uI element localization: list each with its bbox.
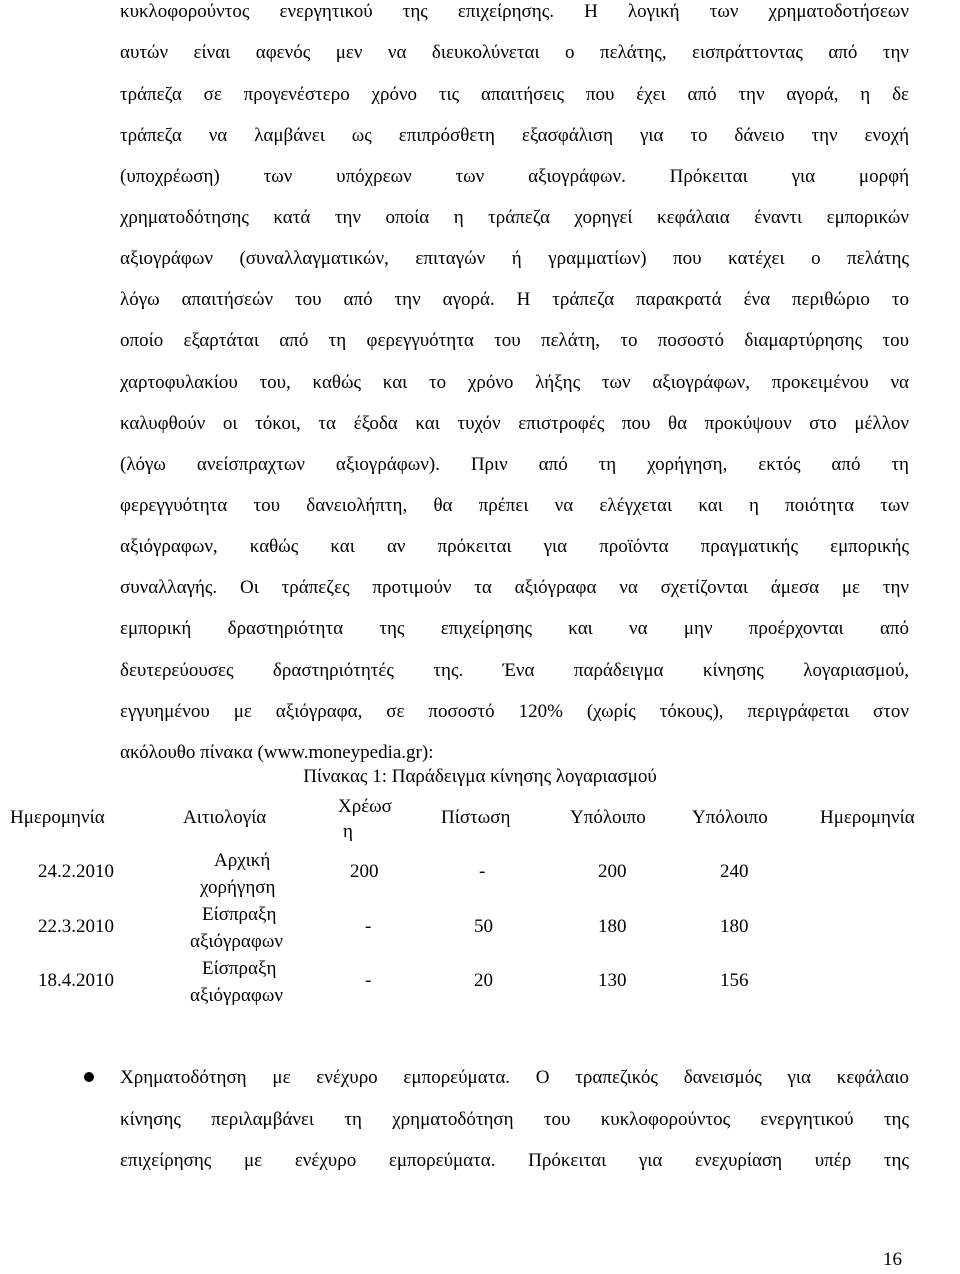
row-balance: 130 (598, 970, 627, 991)
paragraph-line: (λόγω ανείσπραχτων αξιογράφων). Πριν από τη χορήγηση, εκτός από τη (120, 454, 909, 475)
header-balance: Υπόλοιπο (570, 807, 646, 828)
paragraph-line: ακόλουθο πίνακα (www.moneypedia.gr): (120, 742, 434, 763)
paragraph-line: επιχείρησης με ενέχυρο εμπορεύματα. Πρόκειται για ενεχυρίαση υπέρ της (120, 1150, 909, 1171)
row-credit: - (479, 861, 486, 882)
paragraph-line: χρηματοδότησης κατά την οποία η τράπεζα χορηγεί κεφάλαια έναντι εμπορικών (120, 207, 909, 228)
row-reason: Είσπραξη (202, 904, 277, 925)
row-date: 22.3.2010 (38, 916, 114, 937)
table-caption: Πίνακας 1: Παράδειγμα κίνησης λογαριασμού (303, 766, 657, 787)
paragraph-line: αυτών είναι αφενός μεν να διευκολύνεται ο πελάτης, εισπράττοντας από την (120, 42, 909, 63)
row-credit: 20 (474, 970, 493, 991)
row-date: 18.4.2010 (38, 970, 114, 991)
paragraph-line: οποίο εξαρτάται από τη φερεγγυότητα του πελάτη, το ποσοστό διαμαρτύρησης του (120, 330, 909, 351)
row-credit: 50 (474, 916, 493, 937)
header-reason: Αιτιολογία (183, 807, 267, 828)
paragraph-line: καλυφθούν οι τόκοι, τα έξοδα και τυχόν επιστροφές που θα προκύψουν στο μέλλον (120, 413, 909, 434)
header-credit: Πίστωση (441, 807, 511, 828)
row-balance-2: 156 (720, 970, 749, 991)
paragraph-line: κυκλοφορούντος ενεργητικού της επιχείρησης. Η λογική των χρηματοδοτήσεων (120, 1, 909, 22)
header-date: Ημερομηνία (10, 807, 105, 828)
paragraph-line: φερεγγυότητα του δανειολήπτη, θα πρέπει να ελέγχεται και η ποιότητα των (120, 495, 909, 516)
bullet-icon (84, 1072, 94, 1082)
row-debit: 200 (350, 861, 379, 882)
paragraph-line: αξιόγραφων, καθώς και αν πρόκειται για προϊόντα πραγματικής εμπορικής (120, 536, 909, 557)
paragraph-line: συναλλαγής. Οι τράπεζες προτιμούν τα αξιόγραφα να σχετίζονται άμεσα με την (120, 577, 909, 598)
header-debit-2: η (343, 821, 353, 842)
paragraph-line: Χρηματοδότηση με ενέχυρο εμπορεύματα. Ο τραπεζικός δανεισμός για κεφάλαιο (120, 1067, 909, 1088)
row-reason-2: αξιόγραφων (190, 931, 283, 952)
paragraph-line: κίνησης περιλαμβάνει τη χρηματοδότηση του κυκλοφορούντος ενεργητικού της (120, 1109, 909, 1130)
row-balance-2: 240 (720, 861, 749, 882)
row-reason: Αρχική (214, 850, 271, 871)
header-date-2: Ημερομηνία (820, 807, 915, 828)
row-balance: 200 (598, 861, 627, 882)
paragraph-line: δευτερεύουσες δραστηριότητές της. Ένα παράδειγμα κίνησης λογαριασμού, (120, 660, 909, 681)
paragraph-line: εμπορική δραστηριότητα της επιχείρησης και να μην προέρχονται από (120, 618, 909, 639)
row-date: 24.2.2010 (38, 861, 114, 882)
paragraph-line: λόγω απαιτήσεών του από την αγορά. Η τράπεζα παρακρατά ένα περιθώριο το (120, 289, 909, 310)
paragraph-line: αξιογράφων (συναλλαγματικών, επιταγών ή γραμματίων) που κατέχει ο πελάτης (120, 248, 909, 269)
row-balance-2: 180 (720, 916, 749, 937)
paragraph-line: χαρτοφυλακίου του, καθώς και το χρόνο λήξης των αξιογράφων, προκειμένου να (120, 372, 909, 393)
paragraph-line: τράπεζα σε προγενέστερο χρόνο τις απαιτήσεις που έχει από την αγορά, η δε (120, 84, 909, 105)
header-debit: Χρέωσ (338, 796, 392, 817)
row-debit: - (365, 970, 372, 991)
row-debit: - (365, 916, 372, 937)
row-balance: 180 (598, 916, 627, 937)
header-balance-2: Υπόλοιπο (692, 807, 768, 828)
row-reason-2: χορήγηση (200, 877, 276, 898)
row-reason: Είσπραξη (202, 958, 277, 979)
paragraph-line: εγγυημένου με αξιόγραφα, σε ποσοστό 120% (χωρίς τόκους), περιγράφεται στον (120, 701, 909, 722)
page-number: 16 (883, 1249, 902, 1270)
row-reason-2: αξιόγραφων (190, 985, 283, 1006)
paragraph-line: (υποχρέωση) των υπόχρεων των αξιογράφων. Πρόκειται για μορφή (120, 166, 909, 187)
paragraph-line: τράπεζα να λαμβάνει ως επιπρόσθετη εξασφάλιση για το δάνειο την ενοχή (120, 125, 909, 146)
